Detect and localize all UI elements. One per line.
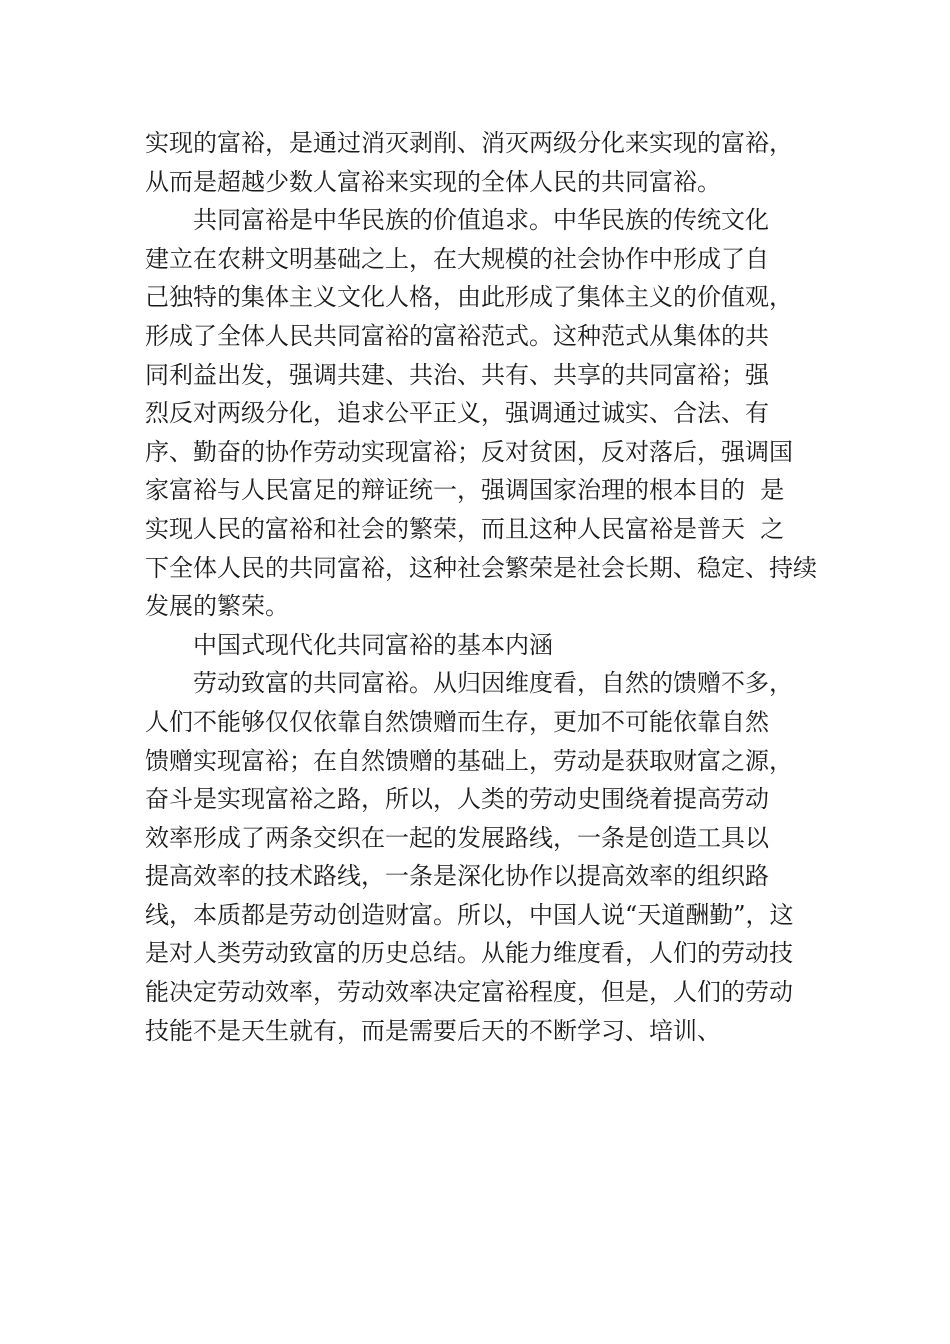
text-line: 实现人民的富裕和社会的繁荣，而且这种人民富裕是普天 之 — [145, 514, 785, 543]
text-line: 能决定劳动效率，劳动效率决定富裕程度，但是，人们的劳动 — [145, 978, 793, 1007]
text-line: 效率形成了两条交织在一起的发展路线，一条是创造工具以 — [145, 823, 769, 852]
text-line: 建立在农耕文明基础之上，在大规模的社会协作中形成了自 — [145, 244, 769, 273]
paragraph-first-line: 中国式现代化共同富裕的基本内涵 — [193, 630, 553, 659]
text-line: 烈反对两级分化，追求公平正义，强调通过诚实、合法、有 — [145, 399, 769, 428]
text-line: 发展的繁荣。 — [145, 592, 289, 621]
paragraph-first-line: 劳动致富的共同富裕。从归因维度看，自然的馈赠不多， — [193, 669, 793, 698]
text-line: 提高效率的技术路线，一条是深化协作以提高效率的组织路 — [145, 862, 769, 891]
text-line: 形成了全体人民共同富裕的富裕范式。这种范式从集体的共 — [145, 321, 769, 350]
text-line: 序、勤奋的协作劳动实现富裕；反对贫困，反对落后，强调国 — [145, 437, 793, 466]
text-line: 是对人类劳动致富的历史总结。从能力维度看，人们的劳动技 — [145, 939, 793, 968]
text-line: 人们不能够仅仅依靠自然馈赠而生存，更加不可能依靠自然 — [145, 707, 769, 736]
text-line: 同利益出发，强调共建、共治、共有、共享的共同富裕；强 — [145, 360, 769, 389]
text-line: 实现的富裕，是通过消灭剥削、消灭两级分化来实现的富裕， — [145, 129, 793, 157]
text-line: 家富裕与人民富足的辩证统一，强调国家治理的根本目的 是 — [145, 476, 785, 505]
body-text — [145, 124, 845, 1050]
text-line: 从而是超越少数人富裕来实现的全体人民的共同富裕。 — [145, 167, 721, 196]
text-line: 己独特的集体主义文化人格，由此形成了集体主义的价值观， — [145, 283, 793, 312]
paragraph-first-line: 共同富裕是中华民族的价值追求。中华民族的传统文化 — [193, 206, 769, 235]
text-line: 技能不是天生就有，而是需要后天的不断学习、培训、 — [145, 1016, 721, 1045]
text-line: 馈赠实现富裕；在自然馈赠的基础上，劳动是获取财富之源， — [145, 746, 793, 775]
text-line: 奋斗是实现富裕之路，所以，人类的劳动史围绕着提高劳动 — [145, 785, 769, 814]
text-line: 线，本质都是劳动创造财富。所以，中国人说“天道酬勤”，这 — [145, 900, 794, 929]
text-line: 下全体人民的共同富裕，这种社会繁荣是社会长期、稳定、持续 — [145, 553, 817, 582]
